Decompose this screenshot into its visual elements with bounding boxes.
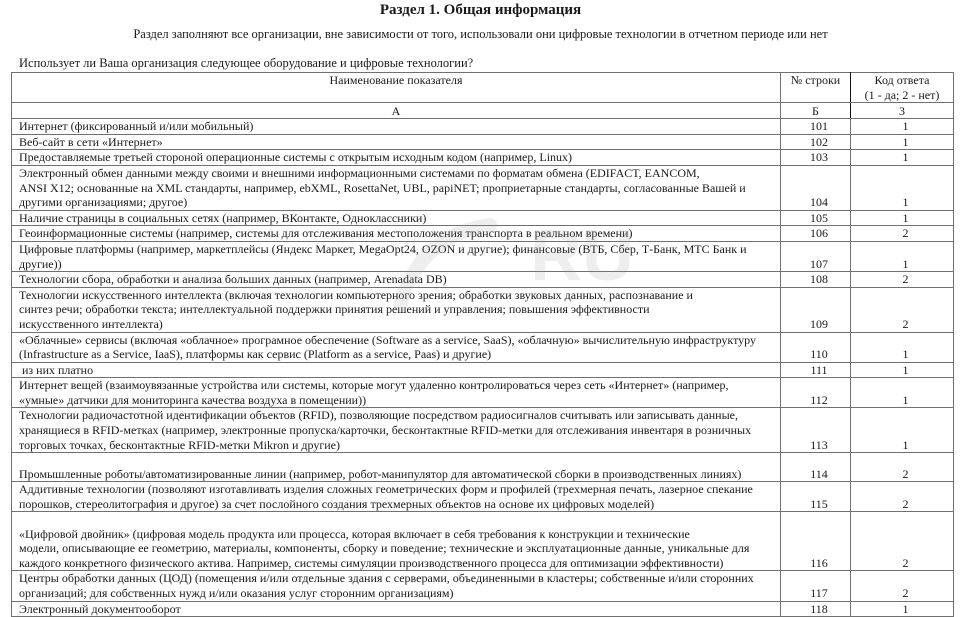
answer-code: 2 <box>851 226 954 242</box>
indicator-name-line: организаций; для собственных нужд и/или оказания услуг сторонним организациям) <box>19 586 454 601</box>
header-answer-code-line2: (1 - да; 2 - нет) <box>864 87 940 102</box>
indicator-name-line: хранящиеся в RFID-метках (например, электронные пропуска/карточки, бесконтактные RFID-метки для отслеживания инвентаря в розничных <box>19 423 752 438</box>
indicator-name-line: Предоставляемые третьей стороной операционные системы с открытым исходным кодом (например, Linux) <box>19 150 573 165</box>
indicator-name <box>12 134 781 150</box>
indicator-name-line: Аддитивные технологии (позволяют изготавливать изделия сложных геометрических форм и профилей (трехмерная печать, лазерное спекание <box>19 482 753 497</box>
indicator-name-line: Интернет вещей (взаимоувязанные устройства или системы, которые могут удаленно контролироваться через сеть «Интернет» (например, <box>19 378 729 393</box>
answer-code: 2 <box>851 482 954 512</box>
answer-code: 1 <box>851 408 954 453</box>
table-row <box>12 378 954 408</box>
table-row <box>12 241 954 271</box>
indicator-name-line: «Облачные» сервисы (включая «облачное» програмное обеспечение (Software as a service, SaaS), «облачную» вычислительную инфраструктуру <box>19 332 757 347</box>
row-number: 118 <box>781 601 851 617</box>
table-row <box>12 272 954 288</box>
indicator-name-line: Центры обработки данных (ЦОД) (помещения и/или отдельные здания с серверами, объединенными в кластеры; собственные и/или сторонних <box>19 571 754 586</box>
row-number: 111 <box>781 362 851 378</box>
section-subtitle: Раздел заполняют все организации, вне зависимости от того, использовали они цифровые технологии в отчетном периоде или нет <box>133 27 828 41</box>
indicator-name <box>12 272 781 288</box>
indicator-name <box>12 119 781 135</box>
indicator-name-line: Электронный обмен данными между своими и внешними информационными системами по форматам обмена (EDIFACT, EANCOM, <box>19 165 700 180</box>
row-number: 102 <box>781 134 851 150</box>
indicator-name <box>12 362 781 378</box>
table-row <box>12 150 954 166</box>
watermark-text: RU <box>530 216 634 296</box>
row-number: 107 <box>781 241 851 271</box>
indicator-name-line: (Infrastructure as a Service, IaaS), платформы как сервис (Platform as a service, Paas) и другие) <box>19 347 492 362</box>
header-row-number: № строки <box>781 73 851 103</box>
row-number: 110 <box>781 332 851 362</box>
answer-code: 1 <box>851 210 954 226</box>
row-number: 101 <box>781 119 851 135</box>
answer-code: 1 <box>851 378 954 408</box>
indicator-name-line: Технологии радиочастотной идентификации объектов (RFID), позволяющие посредством радиосигналов считывать или записывать данные, <box>19 408 738 423</box>
indicator-name <box>12 482 781 512</box>
indicator-name-line: синтез речи; обработки текста; интеллектуальной поддержки принятия решений и управления; повышения эффективности <box>19 302 650 317</box>
section-title: Раздел 1. Общая информация <box>379 2 582 18</box>
row-number: 117 <box>781 571 851 601</box>
indicator-name-line: Наличие страницы в социальных сетях (например, ВКонтакте, Одноклассники) <box>19 210 427 225</box>
table-row <box>12 571 954 601</box>
table-row <box>12 119 954 135</box>
answer-code: 1 <box>851 601 954 617</box>
answer-code: 2 <box>851 512 954 571</box>
table-row <box>12 210 954 226</box>
indicator-name-line: каждого конкретного физического актива. Например, системы симуляции производственного процесса для оптимизации эффективности) <box>19 555 724 570</box>
table-header-row <box>12 73 954 103</box>
indicator-name-line: Электронный документооборот <box>19 601 181 616</box>
row-number: 115 <box>781 482 851 512</box>
answer-code: 2 <box>851 272 954 288</box>
answer-code: 1 <box>851 134 954 150</box>
table-row <box>12 226 954 242</box>
indicator-name-line: другими организациями; другое) <box>19 195 188 210</box>
answer-code: 2 <box>851 453 954 482</box>
row-number: 105 <box>781 210 851 226</box>
indicator-name-line: другие)) <box>19 256 62 271</box>
column-letter-answer-code: 3 <box>851 103 954 119</box>
indicator-name <box>12 453 781 482</box>
table-row <box>12 287 954 332</box>
answer-code: 1 <box>851 165 954 210</box>
column-letters-row <box>12 103 954 119</box>
row-number: 103 <box>781 150 851 166</box>
answer-code: 2 <box>851 287 954 332</box>
indicator-name <box>12 408 781 453</box>
header-answer-code <box>851 73 954 103</box>
indicator-name <box>12 226 781 242</box>
table-row <box>12 512 954 571</box>
answer-code: 1 <box>851 241 954 271</box>
row-number: 109 <box>781 287 851 332</box>
header-answer-code-line1: Код ответа <box>874 73 930 87</box>
indicators-table <box>11 72 954 617</box>
answer-code: 1 <box>851 332 954 362</box>
indicator-name-line: модели, описывающие ее геометрию, материалы, компоненты, сборку и поведение; технические и эксплуатационные данные, уникальные для <box>19 541 750 556</box>
answer-code: 1 <box>851 119 954 135</box>
table-row <box>12 165 954 210</box>
column-letter-row-number: Б <box>781 103 851 119</box>
indicator-name <box>12 571 781 601</box>
indicator-name <box>12 378 781 408</box>
answer-code: 1 <box>851 362 954 378</box>
row-number: 104 <box>781 165 851 210</box>
table-body <box>12 119 954 617</box>
row-number: 108 <box>781 272 851 288</box>
answer-code: 1 <box>851 150 954 166</box>
indicator-name <box>12 332 781 362</box>
table-row <box>12 134 954 150</box>
indicator-name <box>12 210 781 226</box>
indicator-name-line: Веб-сайт в сети «Интернет» <box>19 134 163 149</box>
indicator-name <box>12 165 781 210</box>
table-row <box>12 408 954 453</box>
indicator-name-line: Интернет (фиксированный и/или мобильный) <box>19 119 254 134</box>
indicator-name-line: «Цифровой двойник» (цифровая модель продукта или процесса, которая включает в себя требования к конструкции и технические <box>19 526 690 541</box>
indicator-name-line: ANSI X12; основанные на XML стандарты, например, ebXML, RosettaNet, UBL, papiNET; проприетарные стандарты, согласованные Вашей и <box>19 180 746 195</box>
indicator-name-line: искусственного интеллекта) <box>19 316 163 331</box>
indicator-name-line: Цифровые платформы (например, маркетплейсы (Яндекс Маркет, MegaOpt24, OZON и другие); финансовые (ВТБ, Сбер, Т-Банк, МТС Банк и <box>19 241 747 256</box>
indicator-name <box>12 287 781 332</box>
row-number: 112 <box>781 378 851 408</box>
indicator-name-line: Технологии искусственного интеллекта (включая технологии компьютерного зрения; обработки звуковых данных, распознавание и <box>19 287 693 302</box>
table-row <box>12 362 954 378</box>
indicator-name-line: Промышленные роботы/автоматизированные линии (например, робот-манипулятор для автоматической сборки в производственных линиях) <box>19 466 742 481</box>
row-number: 113 <box>781 408 851 453</box>
indicator-name <box>12 512 781 571</box>
indicator-name-line: Геоинформационные системы (например, системы для отслеживания местоположения транспорта в реальном времени) <box>19 226 633 241</box>
table-row <box>12 332 954 362</box>
row-number: 106 <box>781 226 851 242</box>
answer-code: 2 <box>851 571 954 601</box>
indicator-name <box>12 150 781 166</box>
row-number: 114 <box>781 453 851 482</box>
indicator-name-line: торговых точках, бесконтактные RFID-метки Mikron и другие) <box>19 437 340 452</box>
question-text: Использует ли Ваша организация следующее оборудование и цифровые технологии? <box>19 56 474 70</box>
indicator-name-line: из них платно <box>22 362 94 377</box>
column-letter-name: А <box>12 103 781 119</box>
indicator-name-line: порошков, стереолитография и другое) за счет послойного создания трехмерных объектов на основе их цифровых моделей) <box>19 496 655 511</box>
header-indicator-name: Наименование показателя <box>12 73 781 103</box>
table-row <box>12 482 954 512</box>
indicator-name-line: «умные» датчики для мониторинга качества воздуха в помещении)) <box>19 392 367 407</box>
row-number: 116 <box>781 512 851 571</box>
indicator-name-line: Технологии сбора, обработки и анализа больших данных (например, Arenadata DB) <box>19 272 447 287</box>
indicator-name <box>12 241 781 271</box>
table-row <box>12 453 954 482</box>
